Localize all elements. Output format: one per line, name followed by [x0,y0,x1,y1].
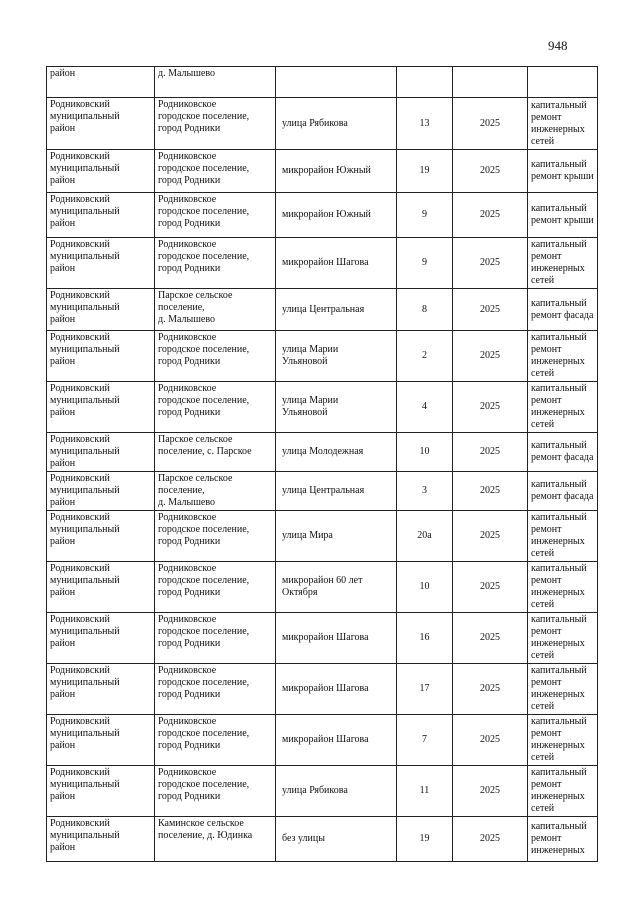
year-cell [453,98,528,150]
street-cell-text: улица Марии Ульяновой [282,344,339,367]
settlement-cell-text: Родниковское городское поселение, город Родники [158,383,250,418]
year-cell-text: 2025 [480,833,500,844]
work-type-cell-text: капитальный ремонт инженерных сетей [531,716,587,763]
house-number-cell-text: 16 [419,632,430,643]
district-cell [47,433,155,472]
house-number-cell-text: 9 [422,209,427,220]
work-type-cell [528,150,598,193]
street-cell-text: микрорайон 60 лет Октября [282,575,363,598]
house-number-cell [397,664,453,715]
table-row [47,472,598,511]
street-cell [276,664,397,715]
street-cell-text: улица Рябикова [282,117,348,129]
house-number-cell [397,67,453,98]
table-row [47,664,598,715]
street-cell [276,562,397,613]
house-number-cell [397,331,453,382]
district-cell [47,766,155,817]
district-cell-text: Родниковский муниципальный район [50,290,120,325]
street-cell [276,331,397,382]
settlement-cell-text: Парское сельское поселение, с. Парское [158,434,252,457]
street-cell-text: улица Мира [282,530,333,541]
settlement-cell [155,817,276,862]
settlement-cell [155,613,276,664]
district-cell-text: Родниковский муниципальный район [50,512,120,547]
district-cell [47,98,155,150]
settlement-cell [155,193,276,238]
year-cell-text: 2025 [480,257,500,268]
settlement-cell-text: Родниковское городское поселение, город Родники [158,767,250,802]
district-cell-text: Родниковский муниципальный район [50,383,120,418]
street-cell-text: улица Молодежная [282,446,364,457]
work-type-cell-text: капитальный ремонт инженерных сетей [531,767,587,814]
street-cell [276,238,397,289]
settlement-cell-text: Родниковское городское поселение, город Родники [158,563,250,598]
house-number-cell-text: 4 [422,401,427,412]
district-cell-text: Родниковский муниципальный район [50,818,120,853]
house-number-cell [397,150,453,193]
street-cell [276,382,397,433]
street-cell [276,613,397,664]
district-cell-text: Родниковский муниципальный район [50,716,120,751]
house-number-cell-text: 10 [419,446,430,457]
year-cell-text: 2025 [480,350,500,361]
work-type-cell [528,433,598,472]
year-cell-text: 2025 [480,303,500,315]
work-type-cell-text: капитальный ремонт инженерных сетей [531,332,587,379]
settlement-cell-text: Парское сельское поселение, д. Малышево [158,473,233,508]
work-type-cell [528,715,598,766]
table-row [47,613,598,664]
table-row [47,817,598,862]
work-type-cell-text: капитальный ремонт инженерных сетей [531,239,587,286]
table-row [47,433,598,472]
house-number-cell [397,472,453,511]
street-cell [276,98,397,150]
year-cell [453,664,528,715]
table-row [47,289,598,331]
year-cell-text: 2025 [480,117,500,129]
settlement-cell [155,382,276,433]
settlement-cell [155,289,276,331]
page-number: 948 [548,38,568,53]
street-cell [276,715,397,766]
work-type-cell [528,193,598,238]
house-number-cell-text: 13 [419,117,430,129]
house-number-cell [397,98,453,150]
year-cell [453,817,528,862]
street-cell-text: микрорайон Южный [282,209,371,220]
year-cell [453,613,528,664]
year-cell [453,766,528,817]
house-number-cell-text: 19 [419,165,430,176]
settlement-cell [155,715,276,766]
street-cell [276,150,397,193]
year-cell [453,238,528,289]
district-cell-text: район [50,68,76,79]
house-number-cell [397,715,453,766]
work-type-cell [528,472,598,511]
house-number-cell [397,766,453,817]
settlement-cell-text: Родниковское городское поселение, город Родники [158,665,250,700]
settlement-cell-text: Родниковское городское поселение, город Родники [158,512,250,547]
table-row [47,238,598,289]
street-cell-text: микрорайон Южный [282,165,371,176]
work-type-cell [528,382,598,433]
street-cell-text: без улицы [282,833,325,844]
street-cell-text: микрорайон Шагова [282,632,369,643]
district-cell-text: Родниковский муниципальный район [50,332,120,367]
house-number-cell [397,238,453,289]
street-cell-text: улица Марии Ульяновой [282,395,339,418]
settlement-cell [155,331,276,382]
repair-schedule-table [46,66,598,862]
work-type-cell [528,238,598,289]
year-cell [453,331,528,382]
table-row [47,150,598,193]
house-number-cell [397,613,453,664]
work-type-cell-text: капитальный ремонт инженерных сетей [531,665,587,712]
district-cell-text: Родниковский муниципальный район [50,614,120,649]
work-type-cell [528,67,598,98]
settlement-cell-text: Родниковское городское поселение, город Родники [158,194,250,229]
house-number-cell-text: 3 [422,485,427,496]
district-cell [47,472,155,511]
work-type-cell [528,613,598,664]
year-cell [453,193,528,238]
house-number-cell [397,433,453,472]
house-number-cell [397,193,453,238]
year-cell [453,562,528,613]
settlement-cell [155,67,276,98]
district-cell [47,613,155,664]
settlement-cell-text: Родниковское городское поселение, город Родники [158,614,250,649]
work-type-cell-text: капитальный ремонт фасада [531,479,594,502]
district-cell [47,67,155,98]
street-cell [276,193,397,238]
district-cell [47,150,155,193]
house-number-cell [397,562,453,613]
year-cell [453,433,528,472]
district-cell [47,817,155,862]
table-row [47,766,598,817]
street-cell [276,433,397,472]
year-cell-text: 2025 [480,485,500,496]
year-cell [453,67,528,98]
work-type-cell-text: капитальный ремонт крыши [531,203,594,226]
house-number-cell-text: 2 [422,350,427,361]
work-type-cell [528,98,598,150]
year-cell-text: 2025 [480,209,500,220]
work-type-cell-text: капитальный ремонт инженерных [531,821,587,856]
district-cell [47,289,155,331]
work-type-cell-text: капитальный ремонт крыши [531,159,594,182]
table-row [47,331,598,382]
year-cell-text: 2025 [480,530,500,541]
house-number-cell-text: 11 [419,785,430,796]
street-cell-text: улица Рябикова [282,785,348,796]
work-type-cell-text: капитальный ремонт инженерных сетей [531,99,587,147]
district-cell [47,511,155,562]
street-cell [276,472,397,511]
settlement-cell-text: Родниковское городское поселение, город Родники [158,332,250,367]
settlement-cell-text: д. Малышево [158,68,216,79]
settlement-cell-text: Родниковское городское поселение, город Родники [158,151,250,186]
year-cell [453,382,528,433]
house-number-cell [397,511,453,562]
settlement-cell [155,150,276,193]
work-type-cell [528,664,598,715]
work-type-cell [528,817,598,862]
year-cell-text: 2025 [480,581,500,592]
table-row [47,715,598,766]
year-cell-text: 2025 [480,734,500,745]
table-row [47,193,598,238]
work-type-cell [528,766,598,817]
work-type-cell [528,562,598,613]
settlement-cell-text: Родниковское городское поселение, город Родники [158,99,250,134]
house-number-cell-text: 7 [422,734,427,745]
district-cell [47,664,155,715]
table-body [47,67,598,862]
street-cell-text: микрорайон Шагова [282,683,369,694]
street-cell [276,817,397,862]
table-row [47,382,598,433]
settlement-cell-text: Каминское сельское поселение, д. Юдинка [158,818,253,841]
district-cell-text: Родниковский муниципальный район [50,434,120,469]
street-cell-text: улица Центральная [282,485,365,496]
house-number-cell-text: 19 [419,833,430,844]
settlement-cell [155,98,276,150]
house-number-cell [397,817,453,862]
house-number-cell [397,289,453,331]
street-cell [276,289,397,331]
year-cell-text: 2025 [480,401,500,412]
settlement-cell-text: Родниковское городское поселение, город Родники [158,716,250,751]
year-cell [453,511,528,562]
work-type-cell [528,511,598,562]
street-cell-text: микрорайон Шагова [282,734,369,745]
year-cell [453,715,528,766]
work-type-cell-text: капитальный ремонт инженерных сетей [531,383,587,430]
district-cell [47,331,155,382]
work-type-cell [528,289,598,331]
district-cell [47,238,155,289]
settlement-cell [155,433,276,472]
district-cell-text: Родниковский муниципальный район [50,151,120,186]
work-type-cell-text: капитальный ремонт фасада [531,440,594,463]
house-number-cell-text: 9 [422,257,427,268]
year-cell [453,472,528,511]
year-cell-text: 2025 [480,165,500,176]
settlement-cell-text: Парское сельское поселение, д. Малышево [158,290,233,325]
house-number-cell-text: 17 [419,683,430,694]
table-row [47,67,598,98]
house-number-cell-text: 8 [422,303,427,315]
house-number-cell-text: 20а [417,530,432,541]
district-cell-text: Родниковский муниципальный район [50,665,120,700]
street-cell [276,67,397,98]
district-cell-text: Родниковский муниципальный район [50,563,120,598]
settlement-cell [155,664,276,715]
district-cell-text: Родниковский муниципальный район [50,473,120,508]
street-cell [276,511,397,562]
settlement-cell [155,562,276,613]
year-cell [453,289,528,331]
house-number-cell-text: 10 [419,581,430,592]
district-cell [47,193,155,238]
year-cell [453,150,528,193]
district-cell-text: Родниковский муниципальный район [50,194,120,229]
settlement-cell-text: Родниковское городское поселение, город Родники [158,239,250,274]
work-type-cell-text: капитальный ремонт инженерных сетей [531,512,587,559]
table-row [47,98,598,150]
year-cell-text: 2025 [480,632,500,643]
settlement-cell [155,472,276,511]
table-row [47,511,598,562]
work-type-cell-text: капитальный ремонт инженерных сетей [531,563,587,610]
work-type-cell-text: капитальный ремонт фасада [531,297,594,321]
district-cell-text: Родниковский муниципальный район [50,239,120,274]
settlement-cell [155,766,276,817]
district-cell [47,382,155,433]
work-type-cell-text: капитальный ремонт инженерных сетей [531,614,587,661]
year-cell-text: 2025 [480,446,500,457]
year-cell-text: 2025 [480,683,500,694]
district-cell-text: Родниковский муниципальный район [50,767,120,802]
year-cell-text: 2025 [480,785,500,796]
district-cell-text: Родниковский муниципальный район [50,99,120,134]
table-row [47,562,598,613]
street-cell-text: улица Центральная [282,303,365,315]
settlement-cell [155,238,276,289]
district-cell [47,562,155,613]
district-cell [47,715,155,766]
settlement-cell [155,511,276,562]
street-cell [276,766,397,817]
work-type-cell [528,331,598,382]
house-number-cell [397,382,453,433]
street-cell-text: микрорайон Шагова [282,257,369,268]
